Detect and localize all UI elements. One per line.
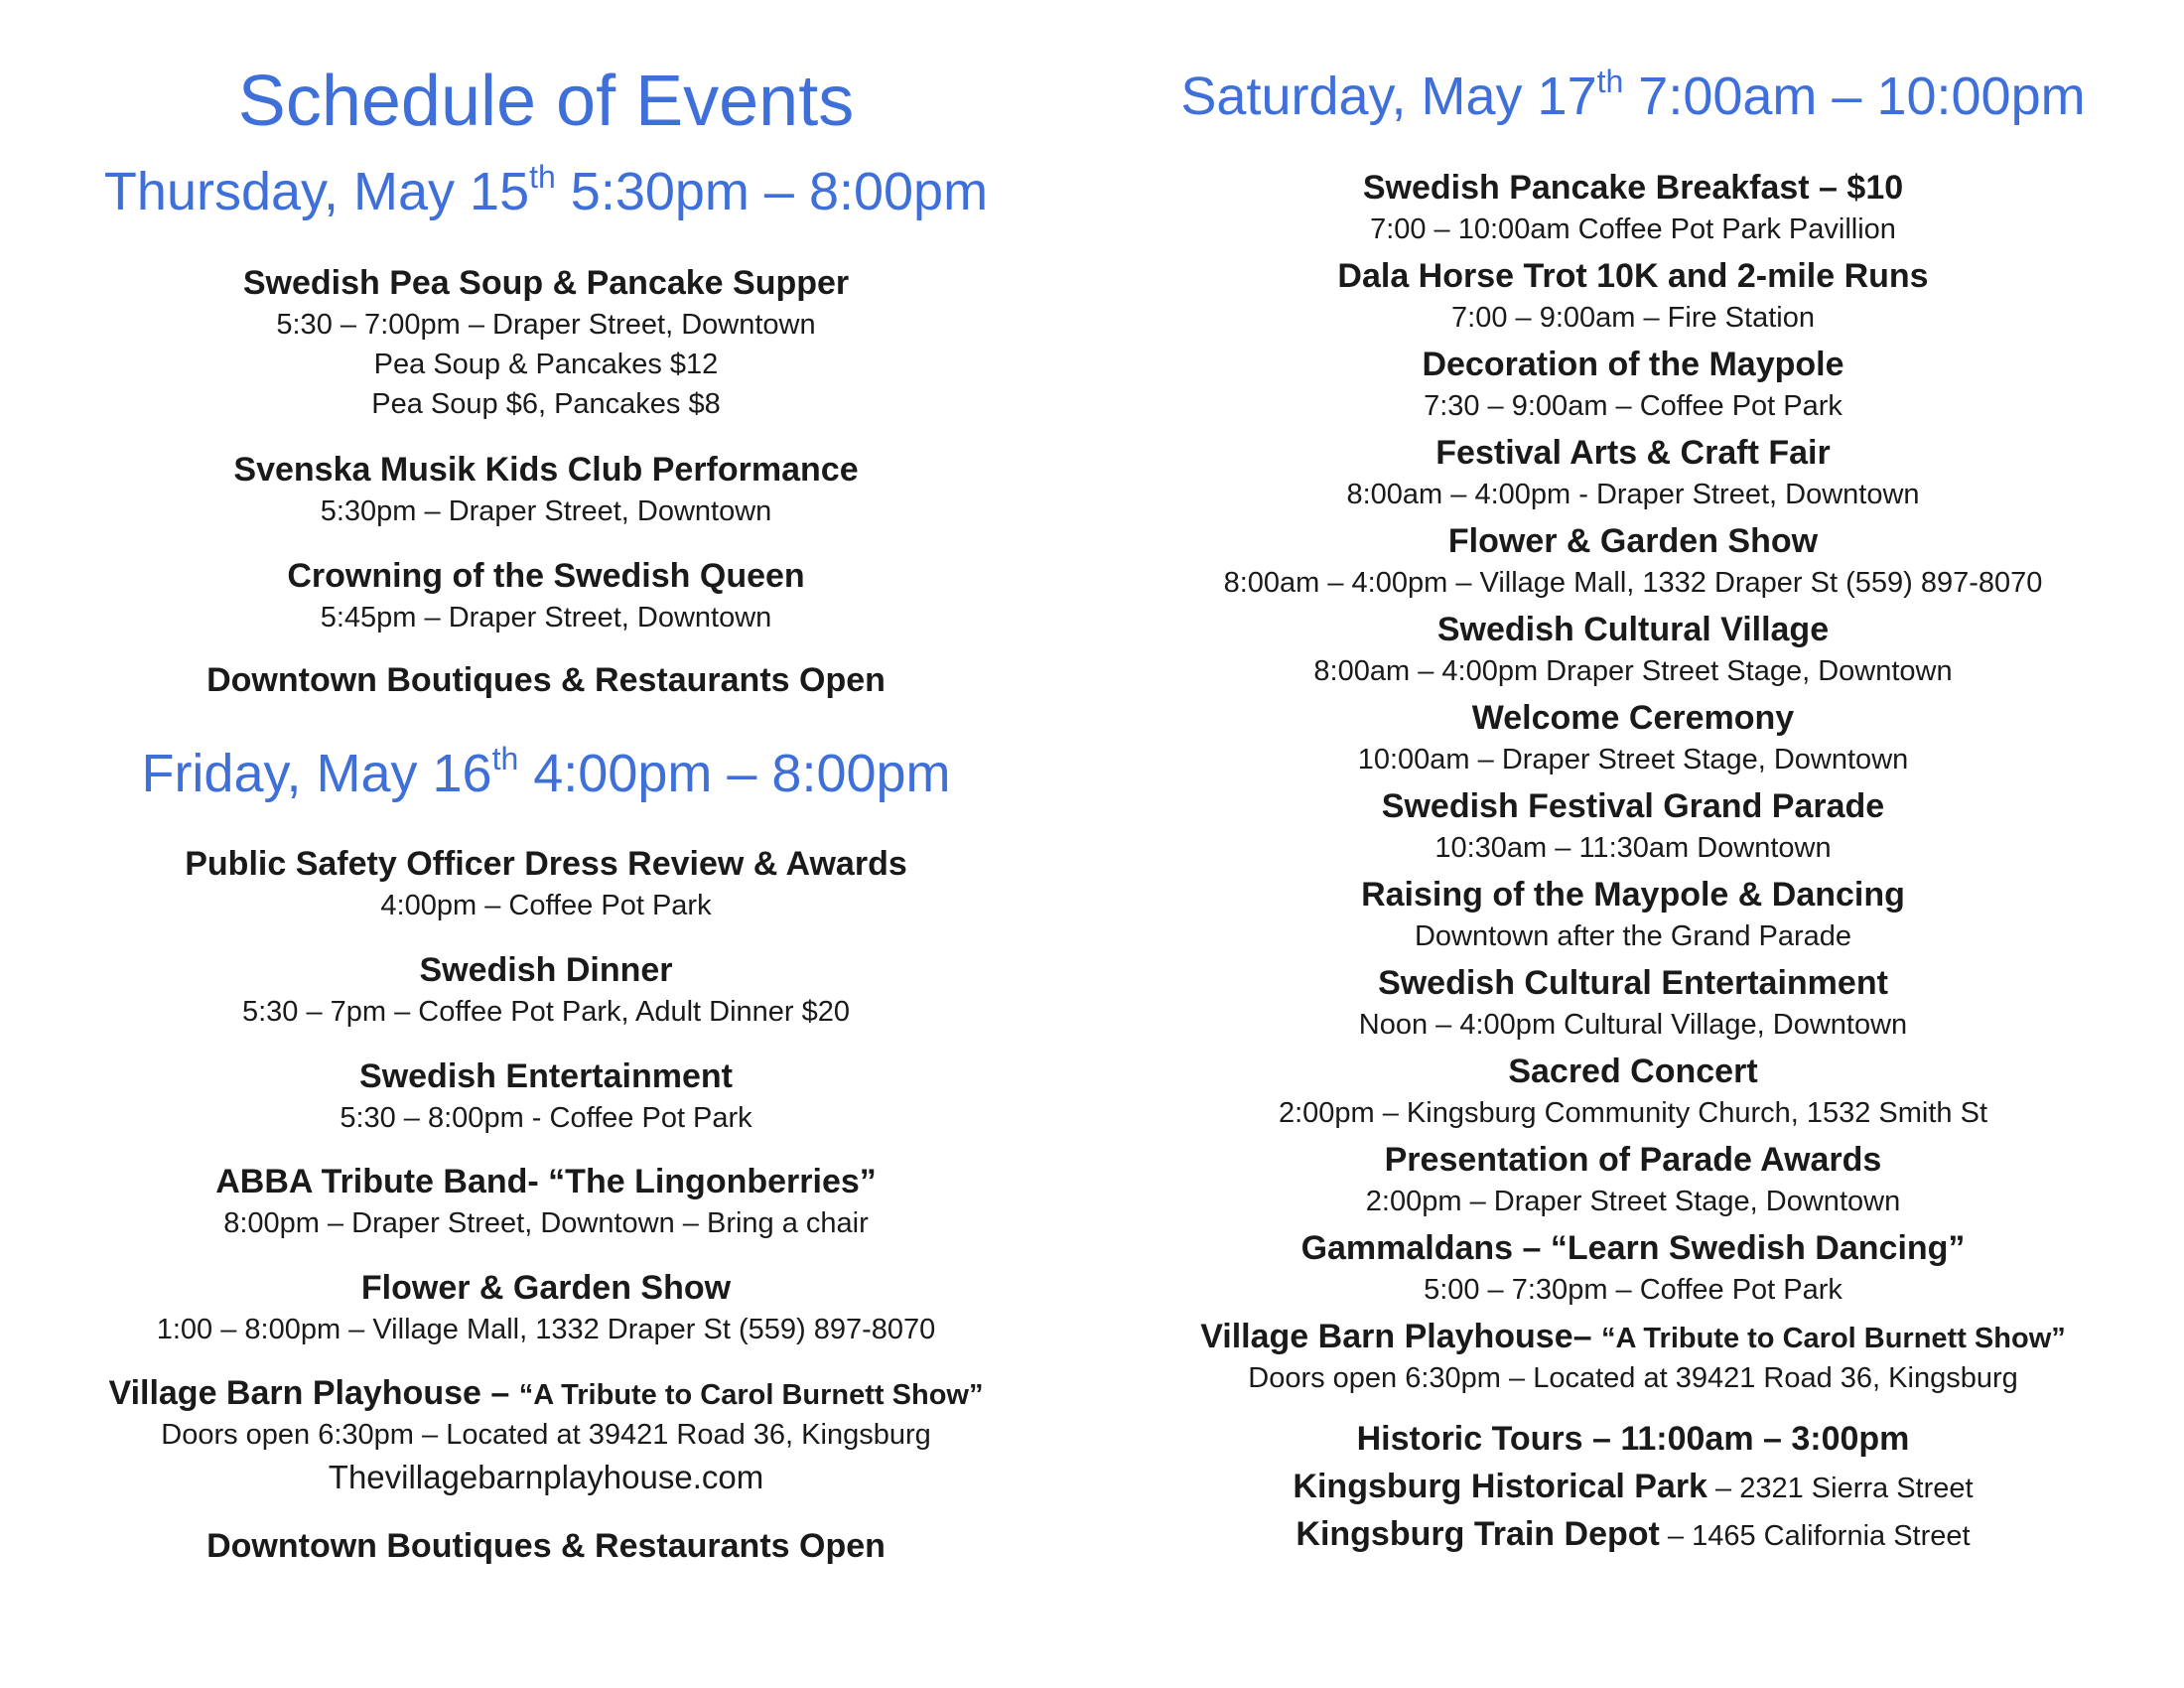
event-detail: Pea Soup $6, Pancakes $8 [371,388,721,420]
thursday-heading-time: 5:30pm – 8:00pm [555,162,989,221]
event-title: Welcome Ceremony [1471,699,1795,737]
event-detail: 10:30am – 11:30am Downtown [1434,832,1832,864]
event-title: Presentation of Parade Awards [1384,1141,1882,1179]
event-title: Dala Horse Trot 10K and 2-mile Runs [1337,257,1929,295]
event-detail: 5:30pm – Draper Street, Downtown [320,495,772,527]
event-boutiques-open-thursday [60,663,1032,697]
event-village-barn-friday [60,1376,1032,1493]
thursday-heading-suffix: th [529,159,556,195]
event-detail: 7:00 – 9:00am – Fire Station [1451,302,1815,334]
tour-line [1142,1517,2124,1551]
event-detail: 7:00 – 10:00am Coffee Pot Park Pavillion [1370,213,1896,245]
event-detail: Noon – 4:00pm Cultural Village, Downtown [1358,1009,1908,1041]
event-swedish-dinner [60,953,1032,1027]
event-detail: 5:45pm – Draper Street, Downtown [320,602,772,633]
event-title [60,1376,1032,1410]
friday-heading-time: 4:00pm – 8:00pm [518,744,951,803]
event-maypole-raising [1142,878,2124,951]
historic-tours-title: Historic Tours – 11:00am – 3:00pm [1356,1420,1910,1458]
event-detail: 8:00am – 4:00pm Draper Street Stage, Downtown [1313,655,1953,687]
event-title [1142,1320,2124,1353]
event-dala-horse-trot [1142,259,2124,333]
event-detail: Doors open 6:30pm – Located at 39421 Road 36, Kingsburg [161,1419,931,1451]
event-title: Swedish Pea Soup & Pancake Supper [242,264,850,302]
event-detail: 5:00 – 7:30pm – Coffee Pot Park [1424,1274,1843,1306]
event-detail: Pea Soup & Pancakes $12 [373,349,719,380]
event-title: Raising of the Maypole & Dancing [1361,876,1905,914]
event-title-subtitle: “A Tribute to Carol Burnett Show” [1601,1323,2066,1354]
event-title: Swedish Festival Grand Parade [1381,787,1885,825]
event-title-main: Village Barn Playhouse– [1200,1318,1601,1355]
event-detail: 5:30 – 7pm – Coffee Pot Park, Adult Dinner $20 [241,996,851,1028]
event-cultural-entertainment [1142,966,2124,1040]
tour-address: – 1465 California Street [1659,1520,1971,1552]
friday-heading-suffix: th [491,741,519,776]
event-detail: 7:30 – 9:00am – Coffee Pot Park [1424,390,1843,422]
event-detail: 2:00pm – Draper Street Stage, Downtown [1365,1186,1901,1217]
event-title: Svenska Musik Kids Club Performance [233,451,859,489]
event-title: Crowning of the Swedish Queen [287,557,805,595]
thursday-heading [60,159,1032,221]
event-arts-craft-fair [1142,436,2124,509]
event-detail: 4:00pm – Coffee Pot Park [380,890,712,921]
event-title: Swedish Dinner [419,951,673,989]
tour-historical-park [1142,1470,2124,1503]
event-village-barn-saturday [1142,1320,2124,1393]
event-title: Downtown Boutiques & Restaurants Open [206,661,886,699]
friday-heading [60,741,1032,803]
event-detail: 8:00pm – Draper Street, Downtown – Bring a chair [223,1207,869,1239]
event-title: Decoration of the Maypole [1422,346,1844,383]
historic-tours [1142,1422,2124,1456]
event-dress-review [60,847,1032,920]
event-title: Swedish Cultural Village [1436,611,1830,648]
event-detail: Downtown after the Grand Parade [1414,920,1852,952]
event-crowning-queen [60,559,1032,633]
event-detail: 5:30 – 7:00pm – Draper Street, Downtown [276,309,816,341]
event-boutiques-open-friday [60,1529,1032,1563]
tour-location: Kingsburg Historical Park [1293,1468,1707,1505]
event-flower-garden-saturday [1142,524,2124,598]
tour-train-depot [1142,1517,2124,1551]
event-parade-awards [1142,1143,2124,1216]
event-title: Swedish Cultural Entertainment [1378,964,1888,1002]
event-title: Downtown Boutiques & Restaurants Open [206,1527,886,1565]
event-welcome-ceremony [1142,701,2124,774]
event-pancake-breakfast [1142,171,2124,244]
tour-location: Kingsburg Train Depot [1296,1515,1660,1553]
event-title-subtitle: “A Tribute to Carol Burnett Show” [518,1379,984,1411]
event-title: Swedish Entertainment [359,1057,733,1095]
event-flower-garden-friday [60,1271,1032,1344]
event-title: Public Safety Officer Dress Review & Awards [185,845,907,883]
event-detail: 2:00pm – Kingsburg Community Church, 1532 Smith St [1278,1097,1988,1129]
event-maypole-decoration [1142,348,2124,421]
event-detail: 8:00am – 4:00pm - Draper Street, Downtown [1346,479,1920,510]
event-title: ABBA Tribute Band- “The Lingonberries” [215,1163,877,1200]
event-title: Flower & Garden Show [1447,522,1819,560]
event-title: Flower & Garden Show [360,1269,732,1307]
event-kids-club-performance [60,453,1032,526]
event-gammaldans [1142,1231,2124,1305]
saturday-heading-suffix: th [1596,64,1624,99]
event-cultural-village [1142,613,2124,686]
event-pea-soup-supper [60,266,1032,419]
event-detail: 1:00 – 8:00pm – Village Mall, 1332 Draper St (559) 897-8070 [156,1314,936,1345]
event-swedish-entertainment [60,1059,1032,1133]
saturday-heading [1142,64,2124,126]
saturday-heading-date: Saturday, May 17 [1180,67,1597,126]
playhouse-website-link[interactable]: Thevillagebarnplayhouse.com [328,1459,764,1495]
event-detail: 10:00am – Draper Street Stage, Downtown [1357,744,1909,775]
saturday-heading-time: 7:00am – 10:00pm [1623,67,2086,126]
friday-heading-date: Friday, May 16 [141,744,492,803]
tour-line [1142,1470,2124,1503]
event-title: Swedish Pancake Breakfast – $10 [1362,169,1904,207]
event-detail: 5:30 – 8:00pm - Coffee Pot Park [340,1102,752,1134]
event-title-main: Village Barn Playhouse – [108,1374,519,1412]
tour-address: – 2321 Sierra Street [1706,1473,1974,1504]
page-title: Schedule of Events [237,62,855,141]
event-detail: 8:00am – 4:00pm – Village Mall, 1332 Draper St (559) 897-8070 [1223,567,2043,599]
event-detail: Doors open 6:30pm – Located at 39421 Road 36, Kingsburg [1248,1362,2018,1394]
event-title: Gammaldans – “Learn Swedish Dancing” [1300,1229,1966,1267]
event-abba-tribute [60,1165,1032,1238]
event-title: Sacred Concert [1508,1053,1758,1090]
event-grand-parade [1142,789,2124,863]
event-sacred-concert [1142,1055,2124,1128]
event-title: Festival Arts & Craft Fair [1435,434,1831,472]
thursday-heading-date: Thursday, May 15 [103,162,530,221]
